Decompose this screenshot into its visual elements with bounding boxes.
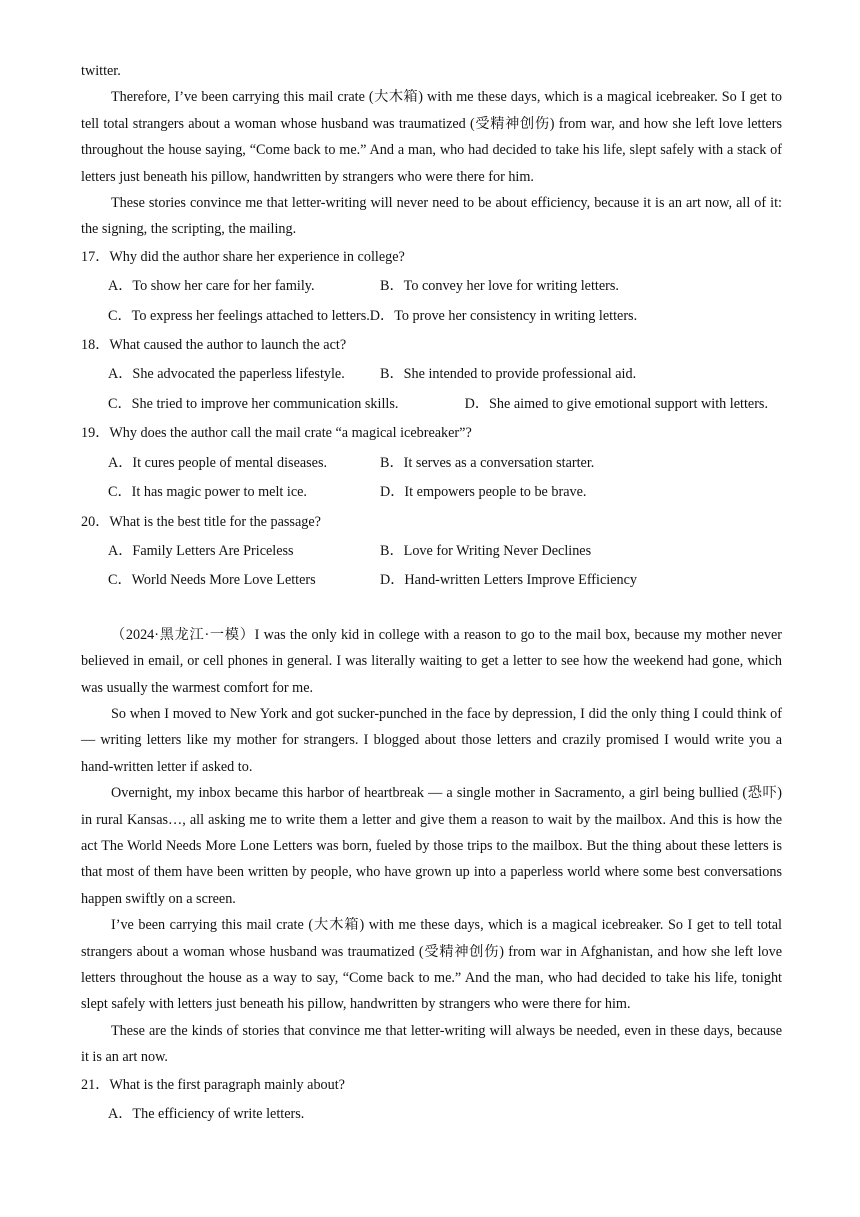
question-stem: 20．What is the best title for the passage? bbox=[81, 513, 321, 530]
question-stem: 17．Why did the author share her experience in college? bbox=[81, 248, 405, 265]
option: A．Family Letters Are Priceless bbox=[108, 542, 294, 559]
option: C．She tried to improve her communication skills. bbox=[108, 395, 399, 412]
passage2-paragraph bbox=[81, 622, 782, 701]
question-options bbox=[81, 478, 782, 507]
option: B．Love for Writing Never Declines bbox=[380, 542, 592, 559]
passage2-first-text: I was the only kid in college with a reason to go to the mail box, because my mother never believed in email, or cell phones in general. I was literally waiting to get a letter to see how the weekend had gone, which was usually the warmest comfort for me. bbox=[81, 626, 783, 696]
passage1-tail: twitter. bbox=[81, 63, 121, 79]
option: D．Hand-written Letters Improve Efficiency bbox=[380, 572, 637, 589]
option: D．To prove her consistency in writing letters. bbox=[369, 307, 638, 324]
option: D．It empowers people to be brave. bbox=[380, 484, 587, 501]
passage2-paragraph: So when I moved to New York and got sucker-punched in the face by depression, I did the only thing I could think of — writing letters like my mother for strangers. I blogged about those letters and crazily promised I would write you a hand-written letter if asked to. bbox=[81, 705, 782, 775]
option: B．It serves as a conversation starter. bbox=[380, 454, 595, 471]
passage2-paragraph: I’ve been carrying this mail crate (大木箱) with me these days, which is a magical icebreaker. So I get to tell total strangers about a woman whose husband was traumatized (受精神创伤) from war in Afghanistan, and how she left love letters throughout the house as a way to say, “Come back to me.” And the man, who had decided to take his life, tonight slept safely with letters just beneath his pillow, handwritten by strangers who were there for him. bbox=[81, 917, 782, 1013]
source-tag: （2024·黑龙江·一模） bbox=[111, 626, 255, 643]
option: A．The efficiency of write letters. bbox=[108, 1106, 305, 1123]
section-gap bbox=[81, 596, 782, 622]
passage1-paragraph: Therefore, I’ve been carrying this mail crate (大木箱) with me these days, which is a magical icebreaker. So I get to tell total strangers about a woman whose husband was traumatized (受精神创伤) from war, and how she left love letters throughout the house saying, “Come back to me.” And a man, who had decided to take his life, slept safely with a stack of letters just beneath his pillow, handwritten by strangers who were there for him. bbox=[81, 89, 782, 185]
question-stem: 19．Why does the author call the mail crate “a magical icebreaker”? bbox=[81, 425, 472, 442]
question-options bbox=[81, 537, 782, 566]
option: A．It cures people of mental diseases. bbox=[108, 454, 328, 471]
question-stem: 18．What caused the author to launch the act? bbox=[81, 337, 347, 354]
option: B．She intended to provide professional aid. bbox=[380, 366, 637, 383]
option: A．To show her care for her family. bbox=[108, 278, 315, 295]
question-options bbox=[81, 449, 782, 478]
passage2-paragraph: These are the kinds of stories that convince me that letter-writing will always be needed, even in these days, because it is an art now. bbox=[81, 1022, 782, 1066]
question-options bbox=[81, 390, 782, 419]
passage1-paragraph: These stories convince me that letter-writing will never need to be about efficiency, because it is an art now, all of it: the signing, the scripting, the mailing. bbox=[81, 195, 782, 238]
option: A．She advocated the paperless lifestyle. bbox=[108, 366, 345, 383]
option: C．To express her feelings attached to letters. bbox=[108, 307, 370, 324]
passage2-paragraph: Overnight, my inbox became this harbor of heartbreak — a single mother in Sacramento, a girl being bullied (恐吓) in rural Kansas…, all asking me to write them a letter and give them a reason to wait by the mailbox. And this is how the act The World Needs More Lone Letters was born, fueled by those trips to the mailbox. But the thing about these letters is that most of them have been written by people, who have grown up into a paperless world where some best conversations happen swiftly on a screen. bbox=[81, 785, 782, 907]
question-options bbox=[81, 360, 782, 389]
question-stem: 21．What is the first paragraph mainly about? bbox=[81, 1076, 345, 1093]
document-page bbox=[81, 58, 782, 1129]
option: B．To convey her love for writing letters. bbox=[380, 278, 619, 295]
option: C．It has magic power to melt ice. bbox=[108, 484, 307, 501]
option: D．She aimed to give emotional support with letters. bbox=[464, 395, 768, 412]
question-options bbox=[81, 566, 782, 595]
option: C．World Needs More Love Letters bbox=[108, 572, 316, 589]
question-options bbox=[81, 302, 782, 331]
question-options bbox=[81, 272, 782, 301]
